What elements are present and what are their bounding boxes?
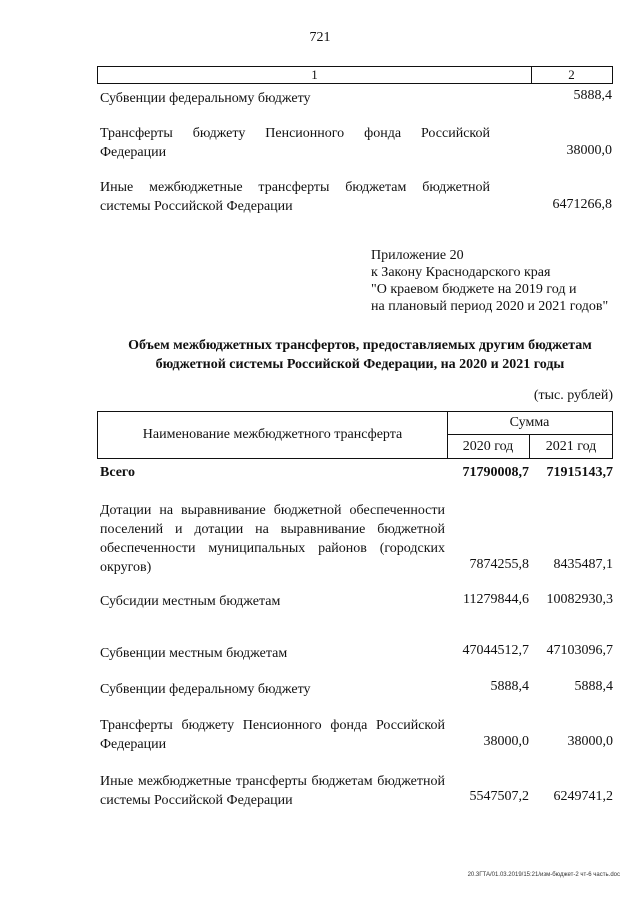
top-table-header: [97, 66, 613, 84]
top-col2-label: 2: [568, 67, 575, 82]
table-row-2020: 5547507,2: [469, 789, 529, 804]
title-line: Объем межбюджетных трансфертов, предоставляемых другим бюджетам: [128, 338, 592, 353]
top-col1-label: 1: [98, 67, 532, 83]
table-row-name: Трансферты бюджету Пенсионного фонда Российской Федерации: [100, 718, 445, 752]
appendix-line: на плановый период 2020 и 2021 годов": [371, 299, 609, 314]
table-row-2021: 5888,4: [574, 679, 613, 694]
appendix-line: к Закону Краснодарского края: [371, 265, 551, 280]
table-row-2021: 8435487,1: [553, 557, 613, 572]
table-row-2021: 38000,0: [567, 734, 613, 749]
document-title: [90, 336, 630, 374]
header-year-2021: 2021 год: [545, 439, 597, 454]
table-row-name: Субсидии местным бюджетам: [100, 594, 281, 609]
top-row-value: 5888,4: [573, 88, 612, 103]
table-row-name: Субвенции федеральному бюджету: [100, 682, 311, 697]
table-row-2020: 5888,4: [490, 679, 529, 694]
table-row-2020: 7874255,8: [469, 557, 529, 572]
top-row-name: Трансферты бюджету Пенсионного фонда Российской Федерации: [100, 126, 490, 160]
top-row-value: 38000,0: [566, 143, 612, 158]
table-row-name: Иные межбюджетные трансферты бюджетам бюджетной системы Российской Федерации: [100, 774, 445, 808]
appendix-reference: [371, 247, 608, 315]
appendix-line: "О краевом бюджете на 2019 год и: [371, 282, 577, 297]
header-name: Наименование межбюджетного трансферта: [98, 412, 448, 458]
title-line: бюджетной системы Российской Федерации, на 2020 и 2021 годы: [155, 357, 565, 372]
unit-label: (тыс. рублей): [533, 388, 613, 403]
main-table-header: [97, 411, 613, 459]
table-row-name: Дотации на выравнивание бюджетной обеспеченности поселений и дотации на выравнивание бюджетной обеспеченности муниципальных районов (городских округов): [100, 503, 445, 575]
table-row-2020: 38000,0: [483, 734, 529, 749]
total-2020: 71790008,7: [462, 465, 529, 480]
top-row-name: Иные межбюджетные трансферты бюджетам бюджетной системы Российской Федерации: [100, 180, 490, 214]
file-footer: 20.3ГТА/01.03.2019/15:21/изм-бюджет-2 чт-6 часть.doc: [467, 872, 620, 878]
total-2021: 71915143,7: [546, 465, 613, 480]
table-row-2021: 47103096,7: [546, 643, 613, 658]
appendix-line: Приложение 20: [371, 248, 464, 263]
header-year-2020: 2020 год: [447, 435, 530, 458]
top-row-value: 6471266,8: [552, 197, 612, 212]
table-row-2020: 47044512,7: [462, 643, 529, 658]
header-sum: Сумма: [447, 412, 612, 435]
table-row-2020: 11279844,6: [463, 592, 529, 607]
top-row-name: Субвенции федеральному бюджету: [100, 91, 311, 106]
table-row-name: Субвенции местным бюджетам: [100, 646, 288, 661]
page-number: 721: [309, 30, 331, 45]
total-label: Всего: [100, 465, 135, 480]
table-row-2021: 10082930,3: [546, 592, 613, 607]
table-row-2021: 6249741,2: [553, 789, 613, 804]
